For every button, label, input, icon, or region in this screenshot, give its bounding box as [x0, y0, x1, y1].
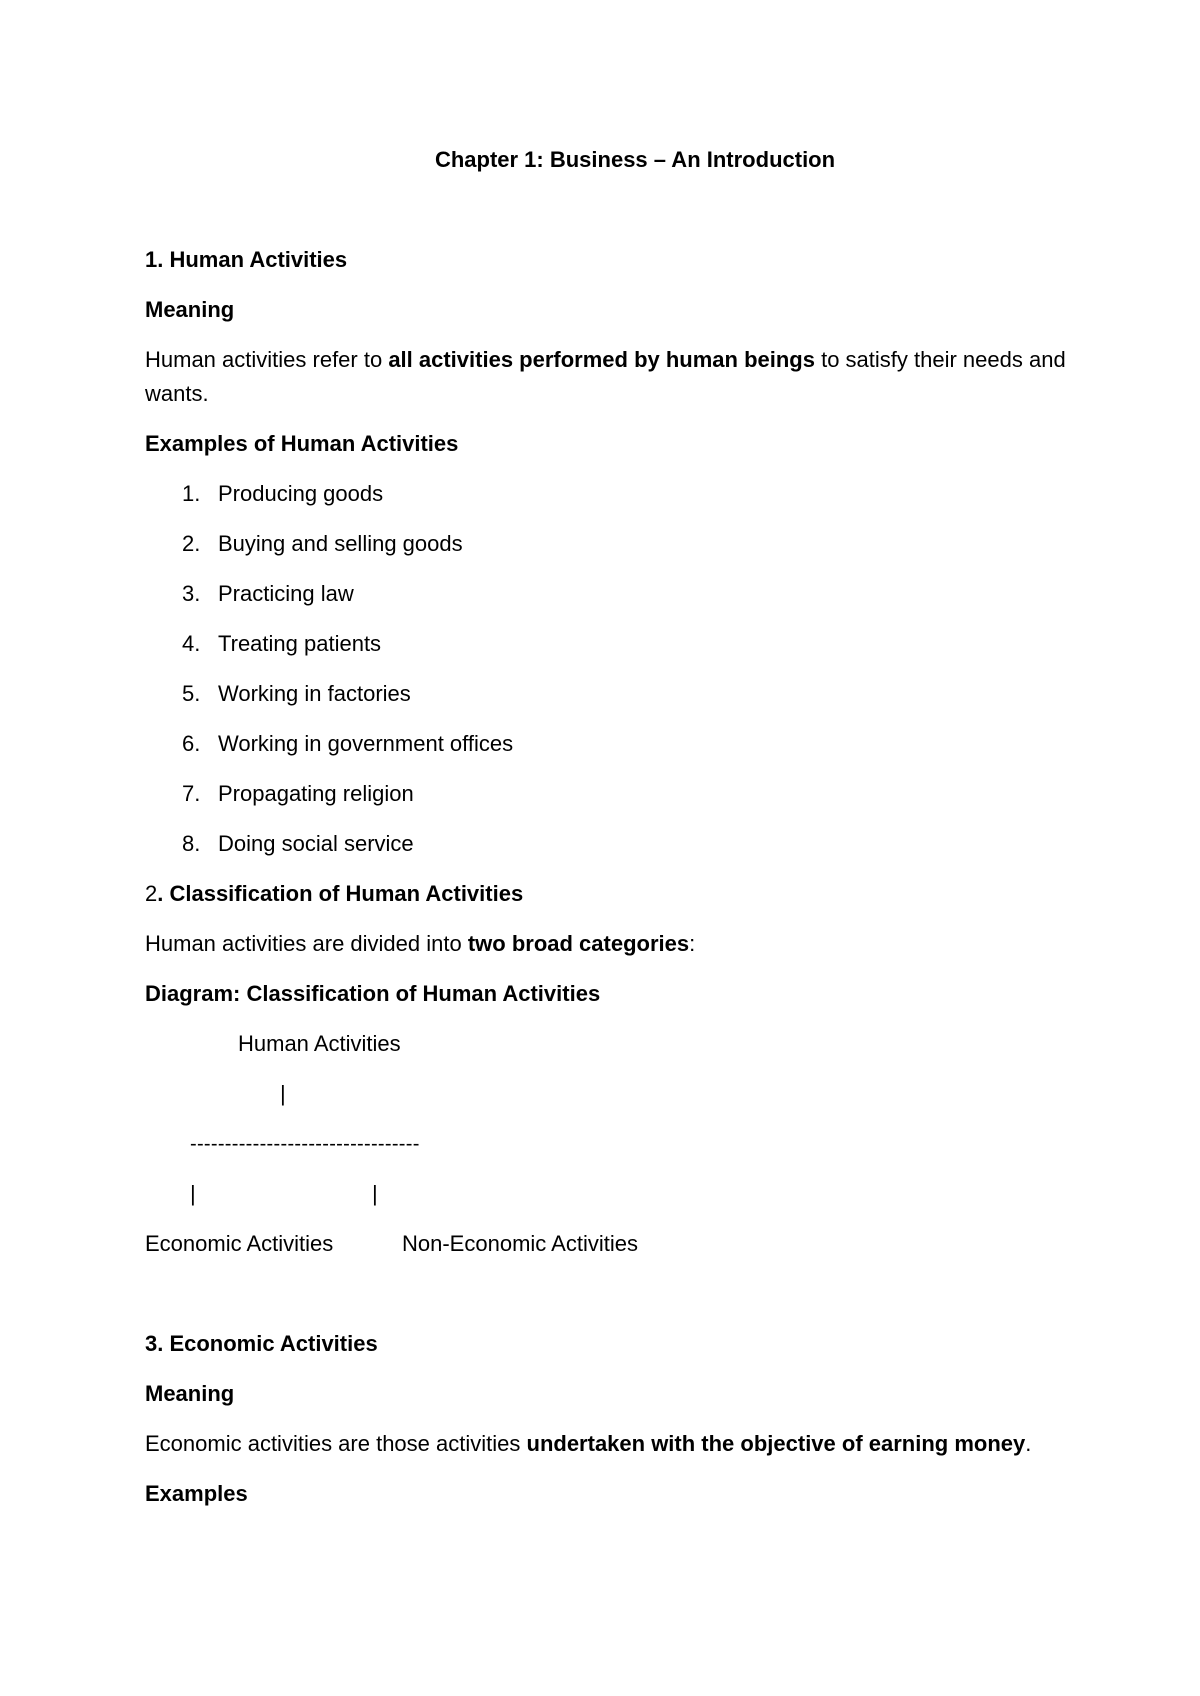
intro-emphasis: two broad categories — [467, 931, 690, 956]
list-text: Buying and selling goods — [218, 531, 463, 556]
list-text: Propagating religion — [218, 781, 414, 806]
intro-text-end: : — [689, 931, 696, 956]
list-number: 2. — [182, 531, 201, 556]
examples-heading: Examples of Human Activities — [145, 431, 459, 456]
section-number: 2 — [145, 881, 158, 906]
meaning-paragraph-continued: wants. — [145, 381, 209, 406]
meaning-heading: Meaning — [145, 297, 235, 322]
list-text: Doing social service — [218, 831, 414, 856]
list-number: 5. — [182, 681, 201, 706]
list-number: 6. — [182, 731, 201, 756]
list-text: Treating patients — [218, 631, 382, 656]
classification-intro — [145, 930, 695, 958]
list-number: 4. — [182, 631, 201, 656]
intro-text: Human activities are divided into — [145, 931, 468, 956]
meaning-text: Human activities refer to — [145, 347, 389, 372]
examples-heading: Examples — [145, 1481, 248, 1506]
section-heading-economic-activities: 3. Economic Activities — [145, 1331, 378, 1356]
economic-meaning-text-end: . — [1025, 1431, 1032, 1456]
economic-meaning-text: Economic activities are those activities — [145, 1431, 527, 1456]
list-text: Producing goods — [218, 481, 384, 506]
meaning-emphasis: all activities performed by human beings — [388, 347, 815, 372]
list-number: 3. — [182, 581, 201, 606]
diagram-right-pipe: | — [372, 1181, 378, 1206]
meaning-paragraph — [145, 346, 1066, 374]
diagram-left-leaf: Economic Activities — [145, 1231, 334, 1256]
diagram-right-leaf: Non-Economic Activities — [402, 1231, 638, 1256]
section-heading-human-activities: 1. Human Activities — [145, 247, 348, 272]
list-number: 7. — [182, 781, 201, 806]
section-heading-text: . Classification of Human Activities — [157, 881, 524, 906]
list-text: Working in factories — [218, 681, 411, 706]
list-number: 8. — [182, 831, 201, 856]
list-text: Working in government offices — [218, 731, 514, 756]
list-text: Practicing law — [218, 581, 354, 606]
section-heading-classification — [145, 880, 523, 908]
economic-meaning-emphasis: undertaken with the objective of earning money — [526, 1431, 1026, 1456]
meaning-text-end: to satisfy their needs and — [814, 347, 1066, 372]
list-number: 1. — [182, 481, 201, 506]
diagram-heading: Diagram: Classification of Human Activities — [145, 981, 601, 1006]
page-title: Chapter 1: Business – An Introduction — [434, 147, 836, 172]
meaning-heading: Meaning — [145, 1381, 235, 1406]
diagram-branch: --------------------------------- — [190, 1133, 420, 1155]
diagram-root: Human Activities — [238, 1031, 401, 1056]
diagram-left-pipe: | — [190, 1181, 196, 1206]
diagram-stem: | — [280, 1081, 286, 1106]
economic-meaning-paragraph — [145, 1430, 1031, 1458]
